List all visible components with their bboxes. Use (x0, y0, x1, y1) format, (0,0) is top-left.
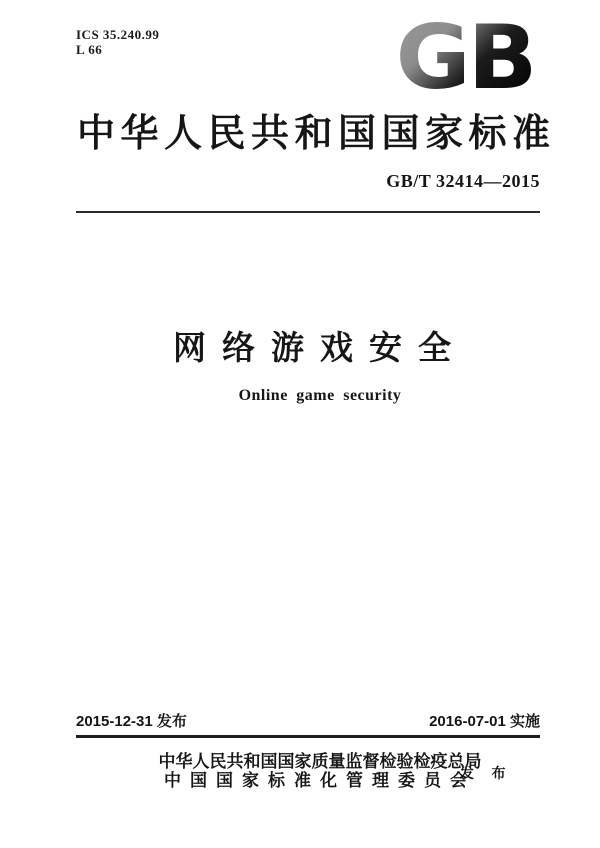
ics-classification-block (76, 27, 159, 57)
publisher-name-aqsiq: 中华人民共和国国家质量监督检验检疫总局 (158, 752, 482, 771)
publisher-block (40, 752, 600, 790)
issue-date: 2015-12-31 发布 (76, 713, 187, 730)
publish-label: 发 布 (460, 767, 513, 782)
date-row (76, 710, 540, 731)
header-divider-line (76, 211, 540, 213)
national-standard-header: 中华人民共和国国家标准 (77, 113, 556, 155)
document-title-english: Online game security (238, 387, 402, 404)
gb-logo: GB (395, 6, 534, 109)
class-code: L 66 (76, 42, 103, 57)
ics-code: ICS 35.240.99 (76, 27, 160, 42)
publisher-name-sac: 中国国家标准化管理委员会 (164, 771, 476, 790)
footer-divider-line (76, 735, 540, 738)
standard-number: GB/T 32414—2015 (386, 171, 540, 191)
implement-date: 2016-07-01 实施 (429, 713, 540, 730)
document-title-chinese: 网络游戏安全 (173, 328, 467, 367)
